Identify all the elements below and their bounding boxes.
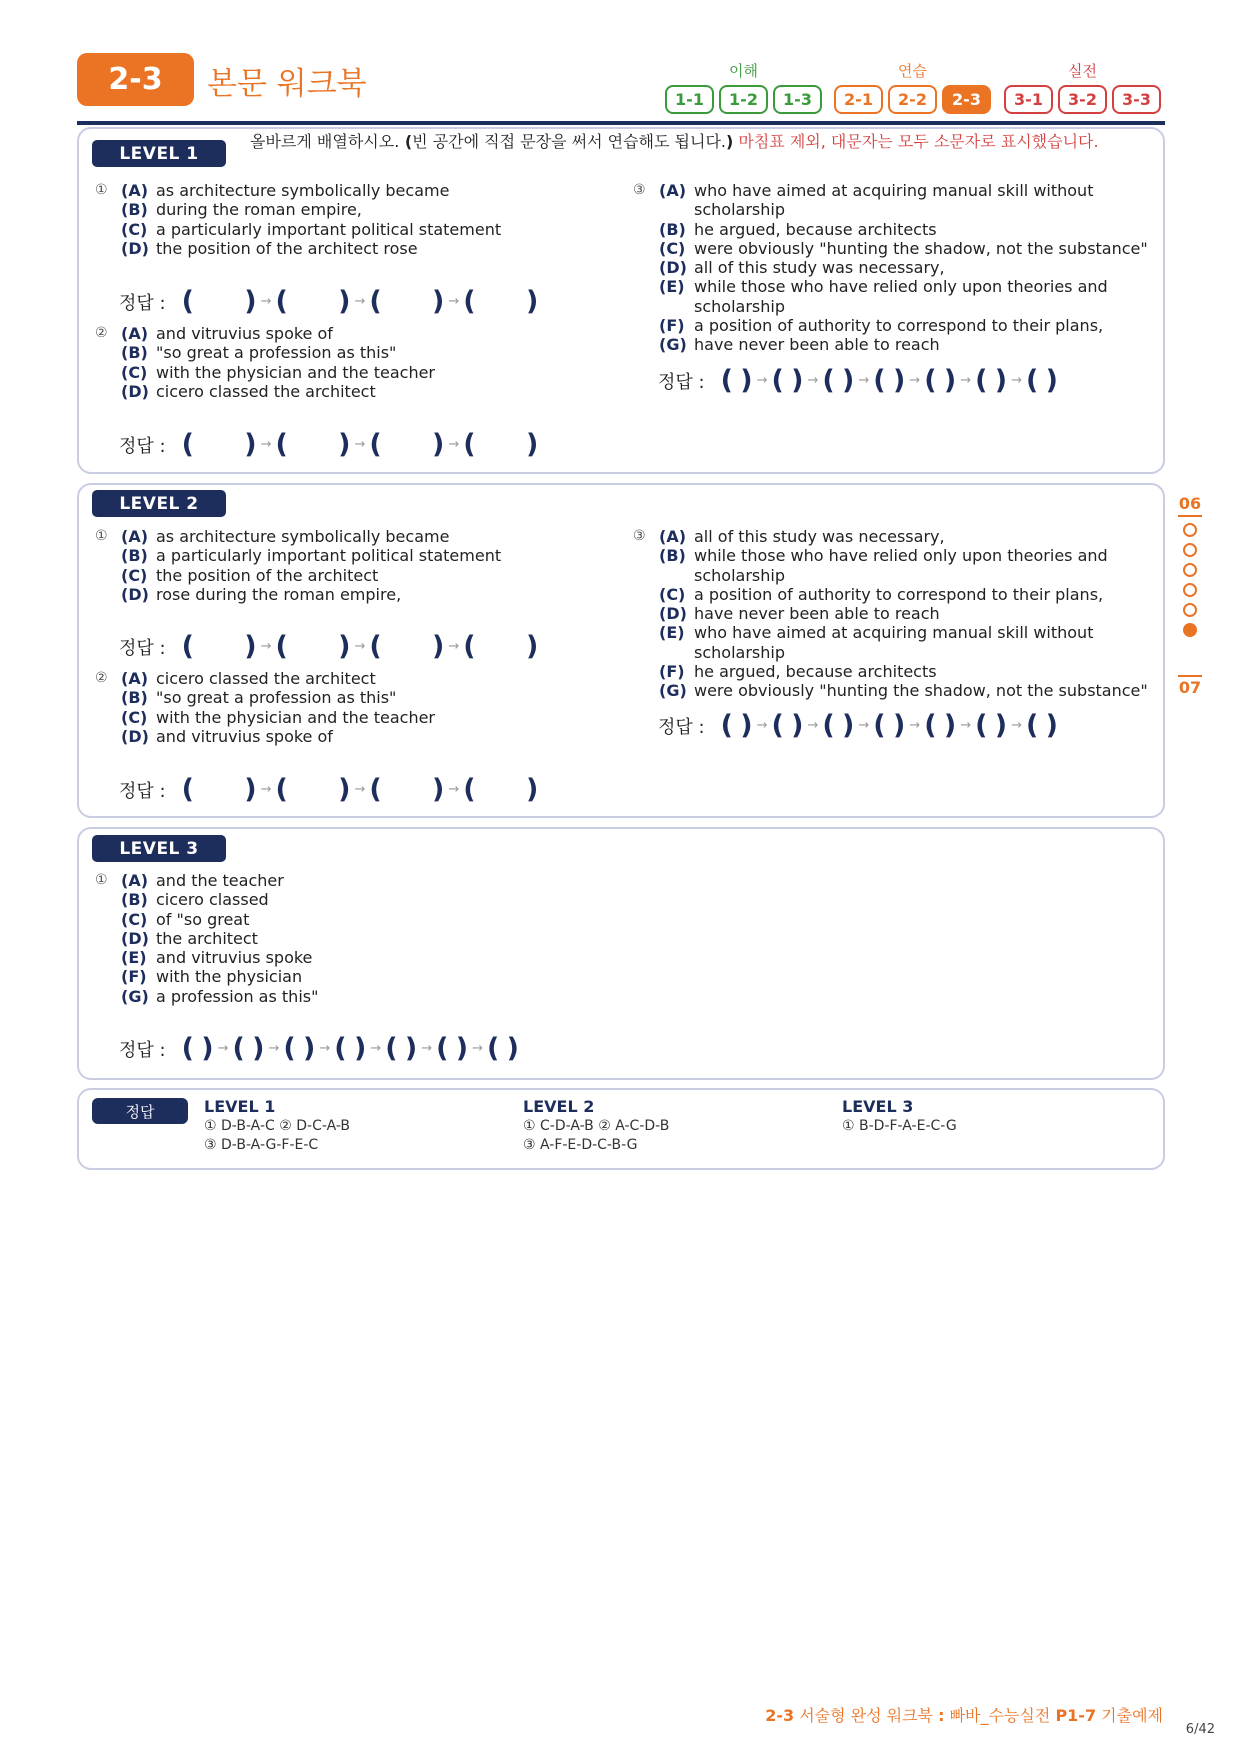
answer-label: 정답 : [119, 780, 166, 802]
list-item [95, 708, 615, 727]
answer-slot[interactable]: ( ) [463, 429, 539, 460]
nav-button-3-2[interactable]: 3-2 [1058, 85, 1107, 114]
nav-button-1-2[interactable]: 1-2 [719, 85, 768, 114]
answer-label: 정답 : [658, 371, 705, 393]
footer-part5: P1-7 [1055, 1706, 1097, 1725]
arrow-icon: → [260, 437, 272, 452]
answer-slot[interactable]: ( ) [334, 1033, 367, 1064]
item-label: (D) [121, 238, 149, 258]
list-item [95, 200, 615, 219]
level2-tag: LEVEL 2 [92, 490, 226, 517]
answer-slot[interactable]: ( ) [822, 365, 855, 396]
level1-tag: LEVEL 1 [92, 140, 226, 167]
item-label: (A) [121, 324, 149, 343]
item-label: (B) [659, 219, 686, 239]
level1-q2-answer [119, 429, 538, 460]
list-item [633, 681, 1153, 700]
list-item [95, 967, 615, 986]
level1-q3-answer [658, 365, 1058, 396]
question-number [95, 546, 121, 565]
side-tab-top-number: 06 [1178, 494, 1202, 513]
list-item [633, 335, 1153, 354]
level1-q1 [95, 181, 615, 258]
question-number: ② [95, 670, 108, 686]
item-label: (D) [659, 258, 687, 278]
arrow-icon: → [448, 639, 460, 654]
question-number [95, 566, 121, 585]
answer-label: 정답 : [119, 435, 166, 457]
item-text: rose during the roman empire, [156, 584, 402, 604]
answer-key-level1-line1: ① D-B-A-C ② D-C-A-B [204, 1118, 351, 1134]
nav-button-1-3[interactable]: 1-3 [773, 85, 822, 114]
question-number [633, 220, 659, 239]
answer-slot[interactable]: ( ) [463, 774, 539, 805]
arrow-icon: → [807, 373, 819, 388]
instruction-part5: 마침표 제외, 대문자는 모두 소문자로 표시했습니다. [733, 132, 1099, 151]
answer-key-level1-line2: ③ D-B-A-G-F-E-C [204, 1137, 319, 1153]
instruction-part2: ( [399, 132, 413, 151]
answer-slot[interactable]: ( ) [771, 365, 804, 396]
item-label: (B) [659, 546, 686, 566]
list-item [633, 277, 1153, 316]
answer-slot[interactable]: ( ) [275, 631, 351, 662]
item-text: a profession as this" [156, 986, 319, 1006]
item-text: were obviously "hunting the shadow, not the substance" [694, 681, 1148, 701]
item-text: as architecture symbolically became [156, 527, 450, 546]
answer-slot[interactable]: ( ) [181, 1033, 214, 1064]
question-number [633, 585, 659, 604]
level3-q1-answer [119, 1033, 519, 1064]
question-number: ③ [633, 182, 646, 198]
item-label: (A) [121, 181, 149, 200]
item-text: a particularly important political statement [156, 219, 502, 239]
level1-q3 [633, 181, 1153, 355]
item-text: who have aimed at acquiring manual skill without scholarship [694, 181, 1094, 220]
item-label: (A) [659, 181, 687, 200]
section-title: 본문 워크북 [207, 66, 367, 102]
footer-title [765, 1703, 1163, 1726]
arrow-icon: → [354, 639, 366, 654]
answer-slot[interactable]: ( ) [369, 286, 445, 317]
question-number [95, 708, 121, 727]
answer-slot[interactable]: ( ) [369, 429, 445, 460]
list-item [633, 258, 1153, 277]
answer-slot[interactable]: ( ) [181, 774, 257, 805]
item-text: while those who have relied only upon theories and scholarship [694, 277, 1108, 316]
list-item [95, 382, 615, 401]
level2-q2-answer [119, 774, 538, 805]
level2-q3-answer [658, 710, 1058, 741]
item-text: with the physician and the teacher [156, 707, 436, 727]
question-number [633, 239, 659, 258]
list-item [95, 220, 615, 239]
arrow-icon: → [354, 437, 366, 452]
item-text: of "so great [156, 909, 250, 929]
list-item [95, 929, 615, 948]
nav-button-1-1[interactable]: 1-1 [665, 85, 714, 114]
question-number: ① [95, 528, 108, 544]
arrow-icon: → [421, 1041, 433, 1056]
item-label: (G) [659, 335, 687, 355]
footer-part4: 빠바_수능실전 [944, 1706, 1056, 1725]
answer-slot[interactable]: ( ) [924, 365, 957, 396]
answer-key-tag: 정답 [92, 1098, 188, 1124]
list-item [95, 527, 615, 546]
answer-slot[interactable]: ( ) [275, 286, 351, 317]
arrow-icon: → [472, 1041, 483, 1056]
item-label: (C) [659, 584, 686, 604]
item-label: (D) [121, 584, 149, 604]
answer-slot[interactable]: ( ) [369, 774, 445, 805]
level1-q1-answer [119, 286, 538, 317]
instruction-part3: 빈 공간에 직접 문장을 써서 연습해도 됩니다. [412, 132, 726, 151]
arrow-icon: → [448, 294, 460, 309]
nav-button-2-2[interactable]: 2-2 [888, 85, 937, 114]
level2-q2 [95, 669, 615, 746]
arrow-icon: → [960, 718, 972, 733]
level3-q1 [95, 871, 615, 1006]
list-item [95, 585, 615, 604]
item-label: (C) [121, 707, 148, 727]
item-text: he argued, because architects [694, 662, 937, 682]
question-number [95, 343, 121, 362]
answer-slot[interactable]: ( ) [463, 631, 539, 662]
footer-part6: 기출예제 [1096, 1706, 1163, 1725]
list-item [95, 566, 615, 585]
answer-slot[interactable]: ( ) [181, 429, 257, 460]
arrow-icon: → [756, 373, 768, 388]
side-tab-dot[interactable] [1183, 543, 1197, 557]
level2-q1 [95, 527, 615, 604]
item-text: cicero classed the architect [156, 669, 376, 688]
item-text: he argued, because architects [694, 219, 937, 239]
answer-slot[interactable]: ( ) [720, 710, 753, 741]
list-item [633, 239, 1153, 258]
item-label: (F) [659, 662, 685, 682]
item-label: (A) [121, 871, 149, 890]
item-label: (C) [121, 909, 148, 929]
list-item [633, 546, 1153, 585]
side-tab-top-rule [1178, 515, 1202, 517]
footer-part3: : [938, 1706, 945, 1725]
side-tab-bottom-number: 07 [1178, 678, 1202, 697]
arrow-icon: → [1011, 718, 1022, 733]
side-tab-dot[interactable] [1183, 623, 1197, 637]
arrow-icon: → [354, 782, 366, 797]
arrow-icon: → [319, 1041, 331, 1056]
question-number [95, 382, 121, 401]
item-text: with the physician and the teacher [156, 362, 436, 382]
side-tab-dot[interactable] [1183, 523, 1197, 537]
answer-slot[interactable]: ( ) [822, 710, 855, 741]
list-item [95, 871, 615, 890]
answer-slot[interactable]: ( ) [487, 1033, 519, 1064]
item-text: "so great a profession as this" [156, 343, 397, 363]
arrow-icon: → [858, 718, 870, 733]
arrow-icon: → [354, 294, 366, 309]
item-label: (D) [121, 381, 149, 401]
item-text: cicero classed [156, 890, 269, 910]
item-text: during the roman empire, [156, 200, 362, 220]
arrow-icon: → [260, 782, 272, 797]
answer-key-level1-title: LEVEL 1 [204, 1097, 276, 1116]
answer-key-level2-line2: ③ A-F-E-D-C-B-G [523, 1137, 638, 1153]
answer-slot[interactable]: ( ) [975, 365, 1008, 396]
item-text: while those who have relied only upon theories and scholarship [694, 546, 1108, 585]
item-label: (F) [121, 967, 147, 987]
answer-slot[interactable]: ( ) [975, 710, 1008, 741]
item-text: a position of authority to correspond to their plans, [694, 584, 1104, 604]
side-tab-dot[interactable] [1183, 603, 1197, 617]
answer-slot[interactable]: ( ) [436, 1033, 469, 1064]
question-number [95, 585, 121, 604]
item-label: (G) [659, 681, 687, 701]
item-label: (B) [121, 890, 148, 910]
answer-slot[interactable]: ( ) [232, 1033, 265, 1064]
question-number [633, 277, 659, 316]
item-label: (B) [121, 200, 148, 220]
answer-slot[interactable]: ( ) [463, 286, 539, 317]
item-label: (C) [121, 362, 148, 382]
level2-q1-answer [119, 631, 538, 662]
arrow-icon: → [807, 718, 819, 733]
arrow-icon: → [260, 639, 272, 654]
item-text: and vitruvius spoke of [156, 324, 333, 343]
item-text: a particularly important political statement [156, 546, 502, 566]
item-text: as architecture symbolically became [156, 181, 450, 200]
answer-label: 정답 : [119, 292, 166, 314]
item-text: have never been able to reach [694, 335, 940, 355]
list-item [633, 220, 1153, 239]
question-number: ① [95, 182, 108, 198]
item-label: (E) [121, 948, 147, 968]
answer-slot[interactable]: ( ) [369, 631, 445, 662]
item-text: with the physician [156, 967, 303, 987]
list-item [633, 316, 1153, 335]
item-text: all of this study was necessary, [694, 258, 945, 278]
arrow-icon: → [370, 1041, 382, 1056]
list-item [95, 239, 615, 258]
question-number [633, 662, 659, 681]
footer-part1: 2-3 [765, 1706, 795, 1725]
item-label: (C) [121, 219, 148, 239]
header-rule [77, 121, 1165, 125]
nav-button-2-1[interactable]: 2-1 [834, 85, 883, 114]
arrow-icon: → [1011, 373, 1022, 388]
item-label: (D) [121, 726, 149, 746]
item-label: (A) [659, 527, 687, 546]
arrow-icon: → [260, 294, 272, 309]
question-number [95, 910, 121, 929]
item-label: (E) [659, 277, 685, 297]
list-item [633, 585, 1153, 604]
answer-slot[interactable]: ( ) [924, 710, 957, 741]
item-label: (C) [121, 565, 148, 585]
item-text: and vitruvius spoke of [156, 726, 333, 746]
list-item [633, 662, 1153, 681]
list-item [95, 890, 615, 909]
item-label: (B) [121, 343, 148, 363]
item-label: (G) [121, 986, 149, 1006]
question-number [95, 929, 121, 948]
item-label: (D) [121, 928, 149, 948]
instruction-part4: ) [725, 132, 734, 151]
question-number [633, 623, 659, 662]
question-number: ② [95, 325, 108, 341]
answer-key-level3-title: LEVEL 3 [842, 1097, 914, 1116]
question-number [95, 727, 121, 746]
question-number [633, 335, 659, 354]
list-item [95, 987, 615, 1006]
page-number: 6/42 [1185, 1722, 1215, 1737]
section-badge: 2-3 [77, 53, 194, 106]
arrow-icon: → [909, 718, 921, 733]
question-number [95, 239, 121, 258]
side-tab-bottom-rule [1178, 675, 1202, 677]
item-text: and the teacher [156, 871, 284, 890]
nav-button-3-1[interactable]: 3-1 [1004, 85, 1053, 114]
question-number [95, 200, 121, 219]
answer-slot[interactable]: ( ) [275, 774, 351, 805]
arrow-icon: → [268, 1041, 280, 1056]
nav-label-practice: 연습 [898, 62, 927, 80]
list-item [95, 948, 615, 967]
item-label: (A) [121, 527, 149, 546]
list-item [633, 623, 1153, 662]
item-text: the position of the architect rose [156, 238, 418, 258]
answer-slot[interactable]: ( ) [1026, 365, 1058, 396]
answer-key-level2-line1: ① C-D-A-B ② A-C-D-B [523, 1118, 670, 1134]
question-number [95, 967, 121, 986]
item-text: a position of authority to correspond to their plans, [694, 316, 1104, 336]
question-number: ③ [633, 528, 646, 544]
question-number [95, 948, 121, 967]
list-item [95, 669, 615, 688]
question-number [633, 604, 659, 623]
item-text: have never been able to reach [694, 604, 940, 624]
side-tab-dot[interactable] [1183, 583, 1197, 597]
question-number [95, 688, 121, 707]
item-label: (F) [659, 316, 685, 336]
question-number [633, 258, 659, 277]
answer-slot[interactable]: ( ) [1026, 710, 1058, 741]
instruction-part1: 올바르게 배열하시오. [250, 132, 400, 151]
question-number [633, 546, 659, 585]
answer-key-level2-title: LEVEL 2 [523, 1097, 595, 1116]
list-item [95, 181, 615, 200]
question-number [633, 681, 659, 700]
list-item [95, 324, 615, 343]
item-text: the position of the architect [156, 565, 379, 585]
side-tab-dot[interactable] [1183, 563, 1197, 577]
question-number [95, 363, 121, 382]
list-item [95, 546, 615, 565]
nav-label-actual: 실전 [1068, 62, 1097, 80]
answer-slot[interactable]: ( ) [771, 710, 804, 741]
item-text: "so great a profession as this" [156, 688, 397, 708]
arrow-icon: → [909, 373, 921, 388]
list-item [633, 604, 1153, 623]
question-number [95, 987, 121, 1006]
item-text: were obviously "hunting the shadow, not the substance" [694, 238, 1148, 258]
level2-q3 [633, 527, 1153, 701]
arrow-icon: → [448, 782, 460, 797]
answer-slot[interactable]: ( ) [720, 365, 753, 396]
item-label: (B) [121, 546, 148, 566]
nav-button-2-3[interactable]: 2-3 [942, 85, 991, 114]
question-number: ① [95, 872, 108, 888]
list-item [95, 343, 615, 362]
answer-key-level2 [523, 1097, 669, 1155]
answer-slot[interactable]: ( ) [385, 1033, 418, 1064]
answer-slot[interactable]: ( ) [181, 286, 257, 317]
item-label: (A) [121, 669, 149, 688]
item-label: (D) [659, 604, 687, 624]
footer-part2: 서술형 완성 워크북 [794, 1706, 939, 1725]
arrow-icon: → [756, 718, 768, 733]
item-text: and vitruvius spoke [156, 948, 313, 968]
answer-label: 정답 : [658, 716, 705, 738]
level1-q2 [95, 324, 615, 401]
list-item [633, 181, 1153, 220]
answer-slot[interactable]: ( ) [283, 1033, 316, 1064]
answer-slot[interactable]: ( ) [873, 710, 906, 741]
answer-key-level3-line1: ① B-D-F-A-E-C-G [842, 1118, 957, 1134]
answer-label: 정답 : [119, 637, 166, 659]
answer-key-level1 [204, 1097, 350, 1155]
list-item [95, 688, 615, 707]
answer-slot[interactable]: ( ) [275, 429, 351, 460]
answer-key-level3 [842, 1097, 957, 1136]
level1-instruction [238, 132, 1148, 151]
nav-label-understand: 이해 [729, 62, 758, 80]
item-text: who have aimed at acquiring manual skill without scholarship [694, 623, 1094, 662]
list-item [95, 727, 615, 746]
arrow-icon: → [448, 437, 460, 452]
answer-slot[interactable]: ( ) [873, 365, 906, 396]
arrow-icon: → [217, 1041, 229, 1056]
item-label: (B) [121, 688, 148, 708]
item-text: cicero classed the architect [156, 381, 376, 401]
question-number [633, 316, 659, 335]
item-text: the architect [156, 928, 258, 948]
list-item [633, 527, 1153, 546]
arrow-icon: → [960, 373, 972, 388]
item-text: all of this study was necessary, [694, 527, 945, 546]
level3-tag: LEVEL 3 [92, 835, 226, 862]
nav-button-3-3[interactable]: 3-3 [1112, 85, 1161, 114]
item-label: (C) [659, 238, 686, 258]
arrow-icon: → [858, 373, 870, 388]
list-item [95, 363, 615, 382]
question-number [95, 890, 121, 909]
question-number [95, 220, 121, 239]
list-item [95, 910, 615, 929]
item-label: (E) [659, 623, 685, 643]
answer-label: 정답 : [119, 1039, 166, 1061]
answer-slot[interactable]: ( ) [181, 631, 257, 662]
